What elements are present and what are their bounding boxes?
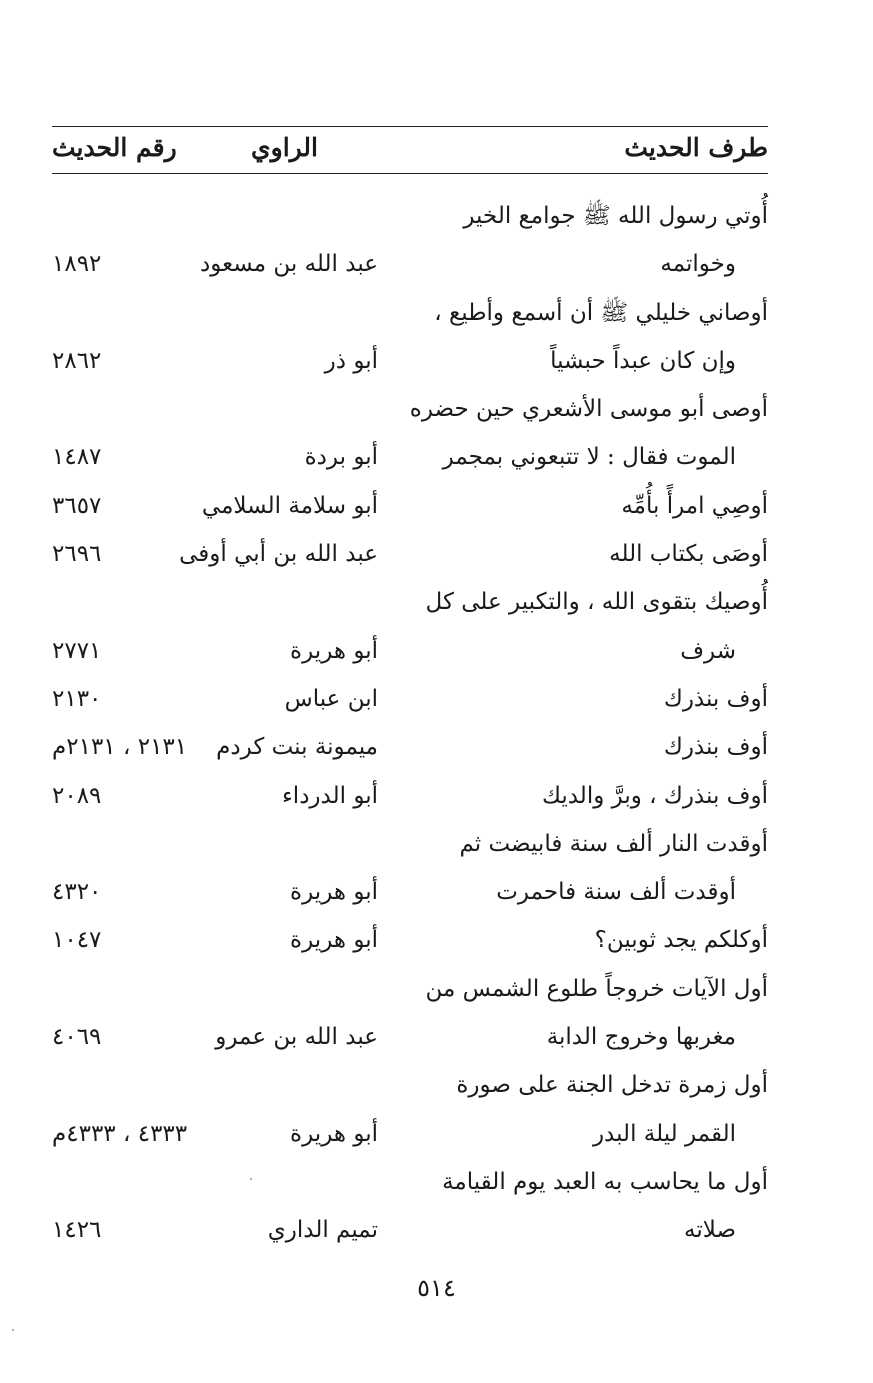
narrator: تميم الداري	[267, 1217, 378, 1244]
narrator: أبو هريرة	[290, 637, 378, 664]
hadith-text: أوكلكم يجد ثوبين؟	[594, 927, 768, 954]
index-row	[52, 337, 768, 385]
narrator: أبو الدرداء	[281, 782, 378, 809]
narrator: ميمونة بنت كردم	[216, 734, 378, 761]
index-row	[52, 482, 768, 530]
hadith-text: أول الآيات خروجاً طلوع الشمس من	[425, 975, 768, 1002]
hadith-text: القمر ليلة البدر	[592, 1120, 736, 1147]
hadith-index-list	[52, 192, 768, 1255]
index-row	[52, 1013, 768, 1061]
hadith-text: صلاته	[684, 1217, 736, 1244]
hadith-text: أوف بنذرك ، وبرَّ والديك	[541, 782, 768, 809]
hadith-number: ٤٣٣٣ ، ٤٣٣٣م	[52, 1120, 188, 1147]
hadith-number: ١٤٢٦	[52, 1217, 102, 1244]
hadith-number: ٢٦٩٦	[52, 541, 102, 568]
index-row	[52, 433, 768, 481]
narrator: أبو سلامة السلامي	[201, 492, 378, 519]
index-row	[52, 723, 768, 771]
hadith-text: أوصَى بكتاب الله	[609, 541, 768, 568]
index-page	[52, 126, 768, 1255]
index-row	[52, 868, 768, 916]
index-row	[52, 965, 768, 1013]
narrator: أبو ذر	[324, 347, 378, 374]
index-row	[52, 675, 768, 723]
header-number: رقم الحديث	[52, 133, 177, 162]
hadith-text: أُوتي رسول الله ﷺ جوامع الخير	[463, 203, 768, 229]
index-row	[52, 192, 768, 240]
hadith-number: ٢٨٦٢	[52, 347, 102, 374]
hadith-number: ٢١٣٠	[52, 685, 102, 712]
header-hadith: طرف الحديث	[624, 133, 768, 162]
hadith-text: أوقدت ألف سنة فاحمرت	[496, 879, 736, 906]
narrator: عبد الله بن مسعود	[200, 251, 378, 278]
index-row	[52, 385, 768, 433]
narrator: أبو هريرة	[290, 927, 378, 954]
hadith-text: أوف بنذرك	[663, 685, 768, 712]
hadith-number: ٢١٣١ ، ٢١٣١م	[52, 734, 188, 761]
index-row	[52, 772, 768, 820]
hadith-text: أوف بنذرك	[663, 734, 768, 761]
hadith-number: ٢٠٨٩	[52, 782, 102, 809]
index-row	[52, 578, 768, 626]
hadith-number: ١٠٤٧	[52, 927, 102, 954]
narrator: أبو هريرة	[290, 879, 378, 906]
index-row	[52, 916, 768, 964]
index-row	[52, 240, 768, 288]
hadith-text: أوصِي امرأً بأُمِّه	[621, 492, 768, 519]
hadith-text: مغربها وخروج الدابة	[546, 1024, 736, 1051]
header-bottom-rule	[52, 173, 768, 174]
hadith-number: ٣٦٥٧	[52, 492, 102, 519]
header-narrator: الراوي	[251, 133, 318, 162]
narrator: ابن عباس	[284, 685, 378, 712]
table-header	[52, 127, 768, 173]
narrator: أبو هريرة	[290, 1120, 378, 1147]
hadith-text: أوصى أبو موسى الأشعري حين حضره	[409, 396, 768, 423]
hadith-text: وخواتمه	[660, 251, 736, 278]
index-row	[52, 1061, 768, 1109]
narrator: عبد الله بن أبي أوفى	[179, 541, 378, 568]
hadith-text: أول ما يحاسب به العبد يوم القيامة	[442, 1168, 768, 1195]
hadith-text: أُوصيك بتقوى الله ، والتكبير على كل	[425, 589, 768, 616]
hadith-text: وإن كان عبداً حبشياً	[550, 347, 736, 374]
hadith-text: شرف	[680, 637, 736, 664]
hadith-number: ٢٧٧١	[52, 637, 102, 664]
hadith-text: أوصاني خليلي ﷺ أن أسمع وأطيع ،	[434, 299, 768, 326]
hadith-text: أول زمرة تدخل الجنة على صورة	[456, 1072, 768, 1099]
index-row	[52, 1158, 768, 1206]
hadith-number: ١٤٨٧	[52, 444, 102, 471]
hadith-text: أوقدت النار ألف سنة فابيضت ثم	[459, 830, 768, 857]
index-row	[52, 820, 768, 868]
index-row	[52, 1206, 768, 1254]
hadith-number: ٤٣٢٠	[52, 879, 102, 906]
paper-speck	[12, 1329, 14, 1331]
hadith-number: ١٨٩٢	[52, 251, 102, 278]
index-row	[52, 530, 768, 578]
narrator: أبو بردة	[304, 444, 378, 471]
index-row	[52, 1110, 768, 1158]
index-row	[52, 289, 768, 337]
narrator: عبد الله بن عمرو	[215, 1024, 378, 1051]
paper-speck	[250, 1178, 252, 1180]
page-number: ٥١٤	[417, 1274, 456, 1302]
index-row	[52, 627, 768, 675]
hadith-text: الموت فقال : لا تتبعوني بمجمر	[442, 444, 736, 471]
hadith-number: ٤٠٦٩	[52, 1024, 102, 1051]
